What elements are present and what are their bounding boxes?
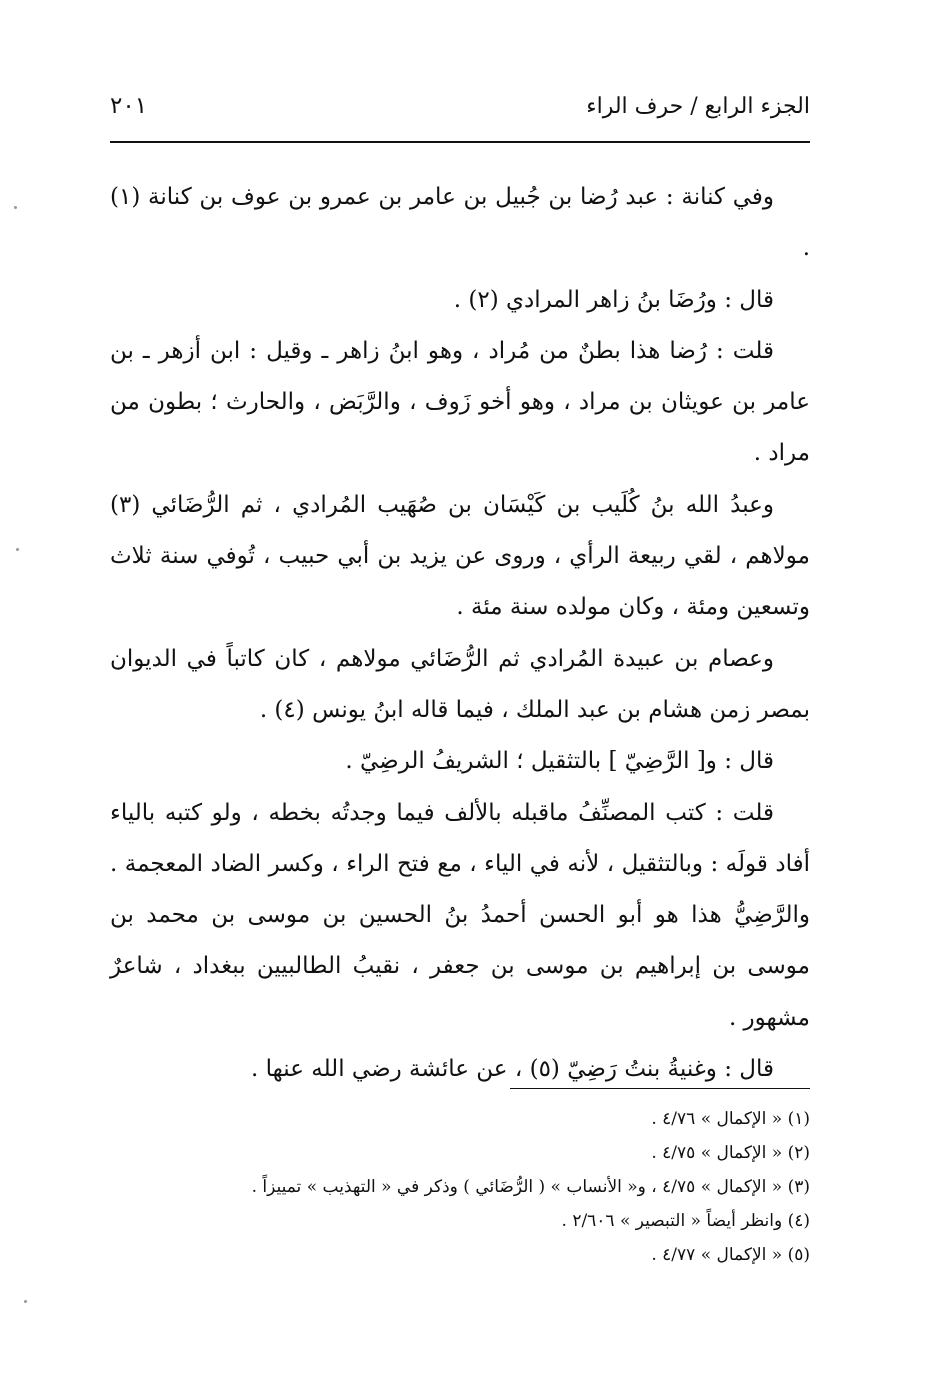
paragraph: قال : ورُضَا بنُ زاهر المرادي (٢) . xyxy=(453,286,774,313)
paragraph: وعصام بن عبيدة المُرادي ثم الرُّضَائي مولاهم ، كان كاتباً في الديوان بمصر زمن هشام بن عبد الملك ، فيما قاله ابنُ يونس (٤) . xyxy=(110,645,810,723)
main-text xyxy=(110,172,810,1095)
scan-speck xyxy=(16,548,19,551)
header-rule xyxy=(110,141,810,143)
scan-speck xyxy=(14,206,17,209)
paragraph: قلت : كتب المصنِّفُ ماقبله بالألف فيما وجدتُه بخطه ، ولو كتبه بالياء أفاد قولَه : وبالتثقيل ، لأنه في الياء ، مع فتح الراء ، وكسر الضاد المعجمة . والرَّضِيُّ هذا هو أبو الحسن أحمدُ بنُ الحسين بن موسى بن محمد بن موسى بن إبراهيم بن موسى بن جعفر ، نقيبُ الطالبيين ببغداد ، شاعرٌ مشهور . xyxy=(110,799,810,1031)
footnotes xyxy=(110,1102,810,1272)
page-header xyxy=(110,86,810,126)
footnote-rule xyxy=(510,1088,810,1089)
footnote: (٣) « الإكمال » ٤/٧٥ ، و« الأنساب » ( الرُّضَائي ) وذكر في « التهذيب » تمييزاً . xyxy=(251,1177,810,1197)
paragraph: وفي كنانة : عبد رُضا بن جُبيل بن عامر بن عمرو بن عوف بن كنانة (١) . xyxy=(110,184,810,262)
page-number: ٢٠١ xyxy=(110,93,148,119)
footnote: (١) « الإكمال » ٤/٧٦ . xyxy=(651,1109,810,1129)
paragraph: وعبدُ الله بنُ كُلَيب بن كَيْسَان بن صُهَيب المُرادي ، ثم الرُّضَائي (٣) مولاهم ، لقي ربيعة الرأي ، وروى عن يزيد بن أبي حبيب ، تُوفي سنة ثلاث وتسعين ومئة ، وكان مولده سنة مئة . xyxy=(110,491,810,621)
paragraph: قال : وغنيةُ بنتُ رَضِيّ (٥) ، عن عائشة رضي الله عنها . xyxy=(251,1056,774,1083)
paragraph: قلت : رُضا هذا بطنٌ من مُراد ، وهو ابنُ زاهر ـ وقيل : ابن أزهر ـ بن عامر بن عويثان بن مراد ، وهو أخو زَوف ، والرَّبَض ، والحارث ؛ بطون من مراد . xyxy=(110,337,810,467)
footnote: (٤) وانظر أيضاً « التبصير » ٢/٦٠٦ . xyxy=(561,1211,810,1231)
footnote: (٥) « الإكمال » ٤/٧٧ . xyxy=(651,1245,810,1265)
scan-speck xyxy=(24,1300,27,1303)
paragraph: قال : و[ الرَّضِيّ ] بالتثقيل ؛ الشريفُ الرضِيّ . xyxy=(345,748,774,775)
footnote: (٢) « الإكمال » ٤/٧٥ . xyxy=(651,1143,810,1163)
running-head: الجزء الرابع / حرف الراء xyxy=(586,93,810,119)
